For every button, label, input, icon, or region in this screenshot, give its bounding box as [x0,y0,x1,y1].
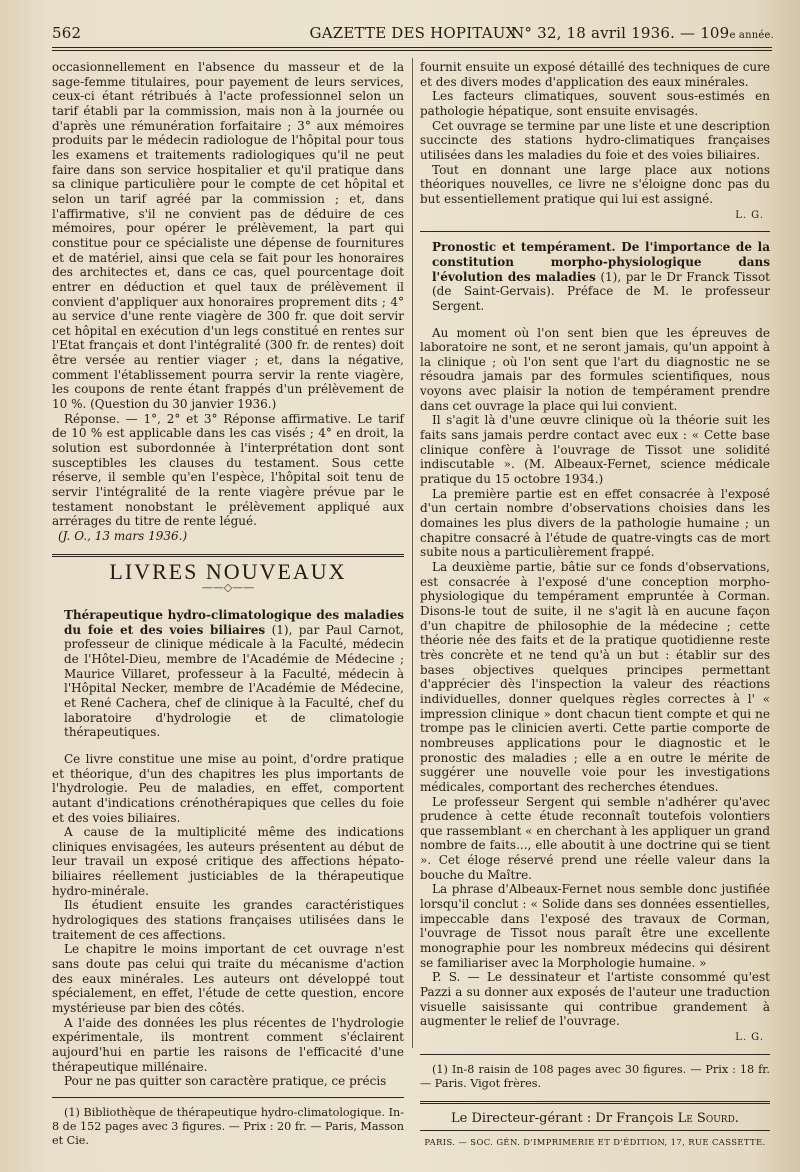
review1-paragraph: Pour ne pas quitter son caractère pratique, ce précis [64,1074,387,1089]
review2-paragraph: La deuxième partie, bâtie sur ce fonds d'observations, est consacrée à l'exposé d'une conception morpho-physiologique du tempérament empruntée à Corman. Disons-le tout de suite, il ne s'agit là en aucune façon d'un chapitre de philosophie de la médecine ; cette théorie née des faits et de la pratique quotidienne reste très concrète et ne tend qu'à un but : établir sur des bases objectives quelques principes permettant d'apprécier dès l'inspection la valeur des réactions individuelles, donner quelques règles correctes à l' « impression clinique » dont chacun tient compte et qui ne trompe pas le clinicien averti. Cette partie comporte de nombreuses applications pour le diagnostic et le pronostic des maladies ; elle a en outre le mérite de suggérer une nouvelle voie pour les investigations médicales, comportant des recherches étendues. [420,560,770,794]
review2-paragraph: Le professeur Sergent qui semble n'adhérer qu'avec prudence à cette étude reconnaît toutefois volontiers que rassemblant « en cherchant à les appliquer un grand nombre de faits..., elle aboutit à une doctrine qui se tient ». Cet éloge réservé prend une réelle valeur dans la bouche du Maître. [420,794,770,882]
review1-paragraph: fournit ensuite un exposé détaillé des techniques de cure et des divers modes d'application des eaux minérales. [420,60,770,89]
section-title: LIVRES NOUVEAUX [109,558,347,584]
section-separator [52,554,404,557]
page-number: 562 [52,24,82,42]
footnote-rule [52,1097,404,1098]
issue-info: N° 32, 18 avril 1936. — 109e année. [511,24,774,42]
left-column [52,60,404,1148]
review1-paragraph: A cause de la multiplicité même des indications cliniques envisagées, les auteurs présentent au début de leur travail un exposé critique des affections hépato-biliaires réellement justiciables de la thérapeutique hydro-minérale. [52,825,404,898]
imprint-rule-2 [420,1130,770,1131]
legal-answer-text: Réponse. — 1°, 2° et 3° Réponse affirmative. Le tarif de 10 % est applicable dans les cas visés ; 4° en droit, la solution est subordonnée à l'interprétation dont sont susceptibles les clauses du testament. Sous cette réserve, il semble qu'en l'espèce, l'hôpital soit tenu de servir l'intégralité de la rente viagère prévue par le testament nonobstant le prélèvement appliqué aux arrérages du titre de rente légué. [52,411,404,529]
footnote: (1) In-8 raisin de 108 pages avec 30 figures. — Prix : 18 fr. — Paris. Vigot frères. [420,1062,770,1090]
review2-paragraph: Il s'agit là d'une œuvre clinique où la théorie suit les faits sans jamais perdre contact avec eux : « Cette base clinique confère à l'ouvrage de Tissot une solidité indiscutable ». (M. Albeaux-Fernet, science médicale pratique du 15 octobre 1934.) [420,413,770,487]
ornament-icon: ——◇—— [201,581,255,595]
review1-paragraph: Ils étudient ensuite les grandes caractéristiques hydrologiques des stations françaises utilisées dans le traitement de ces affections. [52,898,404,942]
legal-source: (J. O., 13 mars 1936.) [58,529,188,543]
header-rule-2 [52,50,772,51]
review2-paragraph: La phrase d'Albeaux-Fernet nous semble donc justifiée lorsqu'il conclut : « Solide dans ses données essentielles, impeccable dans l'exposé des travaux de Corman, l'ouvrage de Tissot nous paraît être une excellente monographie pour les nombreux médecins qui désirent se familiariser avec la Morphologie humaine. » [420,882,770,970]
review1-paragraph: Ce livre constitue une mise au point, d'ordre pratique et théorique, d'un des chapitres les plus importants de l'hydrologie. Peu de maladies, en effet, comportent autant d'indications crénothérapiques que celles du foie et des voies biliaires. [52,751,404,825]
right-column [420,60,770,1150]
review1-paragraph: Le chapitre le moins important de cet ouvrage n'est sans doute pas celui qui traite du mécanisme d'action des eaux minérales. Les auteurs ont développé tout spécialement, en effet, l'étude de cette question, encore mystérieuse par bien des côtés. [52,942,404,1016]
journal-title: GAZETTE DES HOPITAUX [309,24,517,42]
printer-line: PARIS. — SOC. GÉN. D'IMPRIMERIE ET D'ÉDITION, 17, RUE CASSETTE. [424,1137,766,1148]
legal-question-text: occasionnellement en l'absence du masseur et de la sage-femme titulaires, pour payement de leurs services, ceux-ci étant rétribués à l'acte professionnel selon un tarif établi par la commission, mais non à la journée ou d'après une rémunération forfaitaire ; 3° aux mémoires produits par le médecin radiologue de l'hôpital pour tous les examens et traitements radiologiques qu'il ne peut faire dans son service hospitalier et qu'il pratique dans sa clinique particulière pour le compte de cet hôpital et selon un tarif agréé par la commission ; et, dans l'affirmative, s'il ne convient pas de déduire de ces mémoires, pour opérer le prélèvement, la part qui constitue pour ce spécialiste une dépense de fournitures et de matériel, ainsi que cela se fait pour les honoraires des architectes et, dans ce cas, quel pourcentage doit entrer en déduction et quel taux de prélèvement il convient d'appliquer aux honoraires proprement dits ; 4° au service d'une rente viagère de 300 fr. que doit servir cet hôpital en exécution d'un legs constitué en rentes sur l'Etat français et dont l'intégralité (300 fr. de rentes) doit être versée au rentier viager ; et, dans la négative, comment l'établissement pourra servir la rente viagère, les coupons de rente étant frappés d'un prélèvement de 10 %. (Question du 30 janvier 1936.) [52,60,404,412]
review-signature: L. G. [735,1032,764,1043]
review2-paragraph: La première partie est en effet consacrée à l'exposé d'un certain nombre d'observations choisies dans les domaines les plus divers de la pathologie humaine ; un chapitre consacré à l'étude de quatre-vingts cas de mort subite nous a particulièrement frappé. [420,486,770,560]
review1-paragraph: Les facteurs climatiques, souvent sous-estimés en pathologie hépatique, sont ensuite envisagés. [420,89,770,118]
review1-paragraph: Cet ouvrage se termine par une liste et une description succincte des stations hydro-climatiques françaises utilisées dans les maladies du foie et des voies biliaires. [420,118,770,162]
review-separator [420,231,770,232]
review-heading-1: Thérapeutique hydro-climatologique des maladies du foie et des voies biliaires (1), par Paul Carnot, professeur de clinique médicale à la Faculté, médecin de l'Hôtel-Dieu, membre de l'Académie de Médecine ; Maurice Villaret, professeur à la Faculté, médecin à l'Hôpital Necker, membre de l'Académie de Médecine, et René Cachera, chef de clinique à la Faculté, chef du laboratoire d'hydrologie et de climatologie thérapeutiques. [64,607,404,740]
director-manager-line: Le Directeur-gérant : Dr François Le Sourd. [451,1110,739,1126]
footnote-rule [420,1054,770,1055]
review1-paragraph: Tout en donnant une large place aux notions théoriques nouvelles, ce livre ne s'éloigne donc pas du but essentiellement pratique qui lui est assigné. [420,162,770,206]
review2-paragraph: Au moment où l'on sent bien que les épreuves de laboratoire ne sont, et ne seront jamais, qu'un appoint à la clinique ; où l'on sent que l'art du diagnostic ne se résoudra jamais par des formules scientifiques, nous voyons avec plaisir la notion de tempérament prendre dans cet ouvrage la place qui lui convient. [420,325,770,413]
review-heading-2: Pronostic et tempérament. De l'importance de la constitution morpho-physiologique dans l'évolution des maladies (1), par le Dr Franck Tissot (de Saint-Gervais). Préface de M. le professeur Sergent. [432,240,770,313]
review2-paragraph: P. S. — Le dessinateur et l'artiste consommé qu'est Pazzi a su donner aux exposés de l'auteur une traduction visuelle saisissante qui contribue grandement à augmenter le relief de l'ouvrage. [420,970,770,1029]
imprint-rule [420,1101,770,1104]
header-rule [52,47,772,48]
footnote: (1) Bibliothèque de thérapeutique hydro-climatologique. In-8 de 152 pages avec 3 figures. — Prix : 20 fr. — Paris, Masson et Cie. [52,1105,404,1147]
column-divider [412,58,413,1048]
review1-paragraph: A l'aide des données les plus récentes de l'hydrologie expérimentale, ils montrent comment s'éclairent aujourd'hui en partie les raisons de l'efficacité d'une thérapeutique millénaire. [52,1015,404,1074]
running-header [52,24,774,46]
review-signature: L. G. [735,209,764,221]
